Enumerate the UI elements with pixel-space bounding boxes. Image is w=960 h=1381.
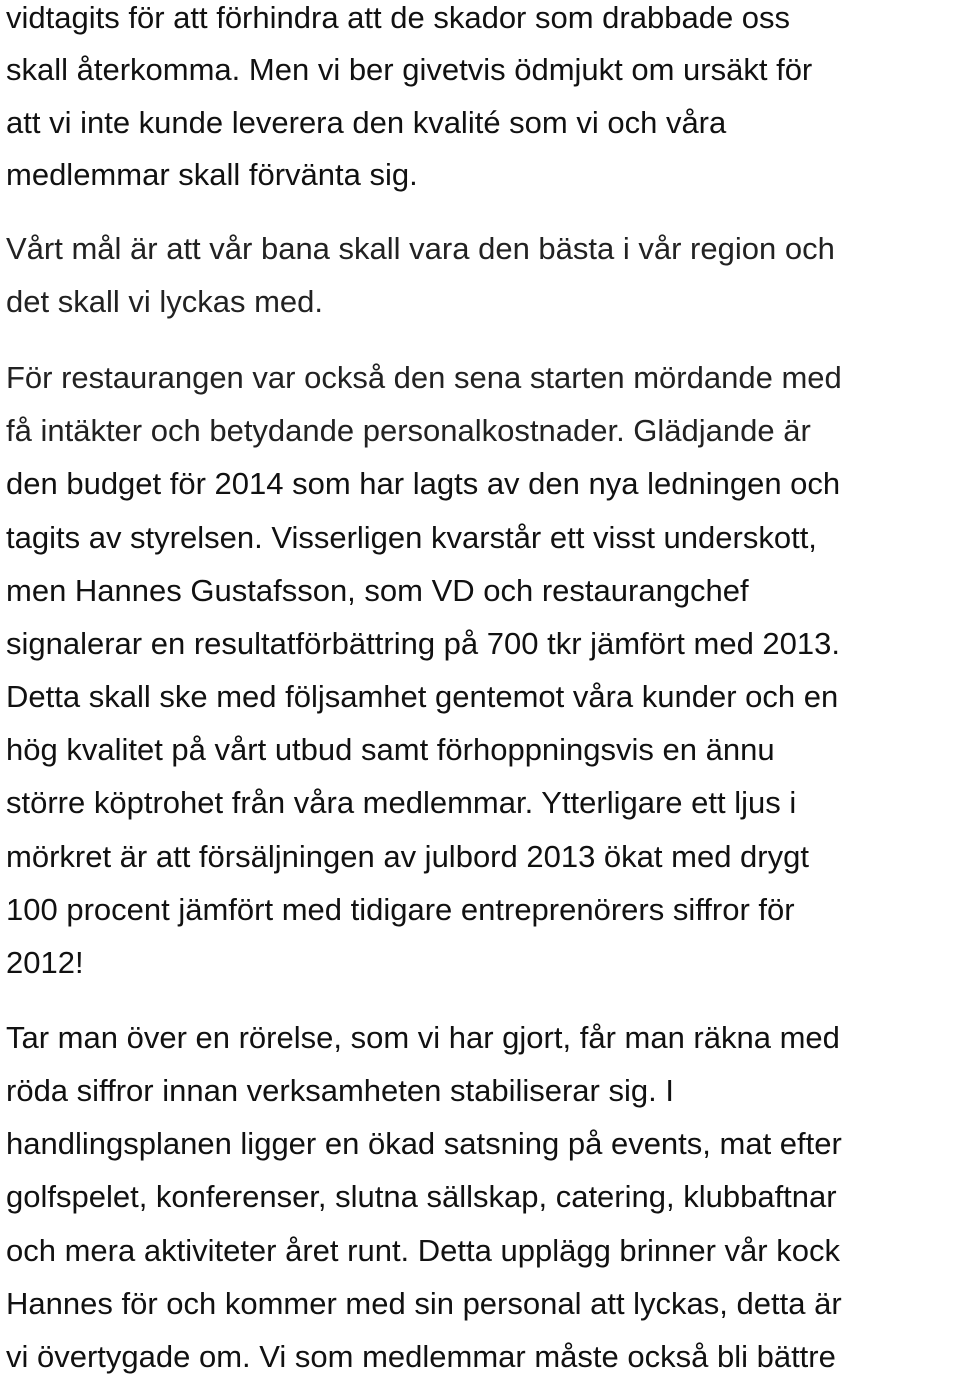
text-line: och mera aktiviteter året runt. Detta upplägg brinner vår kock — [6, 1233, 840, 1268]
text-line: golfspelet, konferenser, slutna sällskap, catering, klubbaftnar — [6, 1179, 837, 1214]
text-line: Tar man över en rörelse, som vi har gjort, får man räkna med — [6, 1020, 840, 1055]
text-line: större köptrohet från våra medlemmar. Ytterligare ett ljus i — [6, 785, 797, 820]
text-line: få intäkter och betydande personalkostnader. Glädjande är — [6, 413, 811, 448]
text-line: men Hannes Gustafsson, som VD och restaurangchef — [6, 573, 749, 608]
text-line: att vi inte kunde leverera den kvalité som vi och våra — [6, 105, 727, 140]
text-line: Detta skall ske med följsamhet gentemot våra kunder och en — [6, 679, 839, 714]
text-line: mörkret är att försäljningen av julbord 2013 ökat med drygt — [6, 839, 809, 874]
text-line: vidtagits för att förhindra att de skador som drabbade oss — [6, 0, 791, 35]
text-line: handlingsplanen ligger en ökad satsning på events, mat efter — [6, 1126, 842, 1161]
text-line: Vårt mål är att vår bana skall vara den bästa i vår region och — [6, 231, 835, 266]
text-line: tagits av styrelsen. Visserligen kvarstår ett visst underskott, — [6, 520, 817, 555]
text-line: 100 procent jämfört med tidigare entreprenörers siffror för — [6, 892, 795, 927]
text-line: hög kvalitet på vårt utbud samt förhoppningsvis en ännu — [6, 732, 775, 767]
text-line: medlemmar skall förvänta sig. — [6, 157, 418, 192]
text-line: Hannes för och kommer med sin personal att lyckas, detta är — [6, 1286, 842, 1321]
text-line: vi övertygade om. Vi som medlemmar måste också bli bättre — [6, 1339, 836, 1374]
text-line: det skall vi lyckas med. — [6, 284, 323, 319]
text-line: signalerar en resultatförbättring på 700 tkr jämfört med 2013. — [6, 626, 841, 661]
text-line: För restaurangen var också den sena starten mördande med — [6, 360, 842, 395]
text-line: skall återkomma. Men vi ber givetvis ödmjukt om ursäkt för — [6, 52, 813, 87]
text-line: den budget för 2014 som har lagts av den nya ledningen och — [6, 466, 841, 501]
text-line: röda siffror innan verksamheten stabiliserar sig. I — [6, 1073, 674, 1108]
text-line: 2012! — [6, 945, 84, 980]
